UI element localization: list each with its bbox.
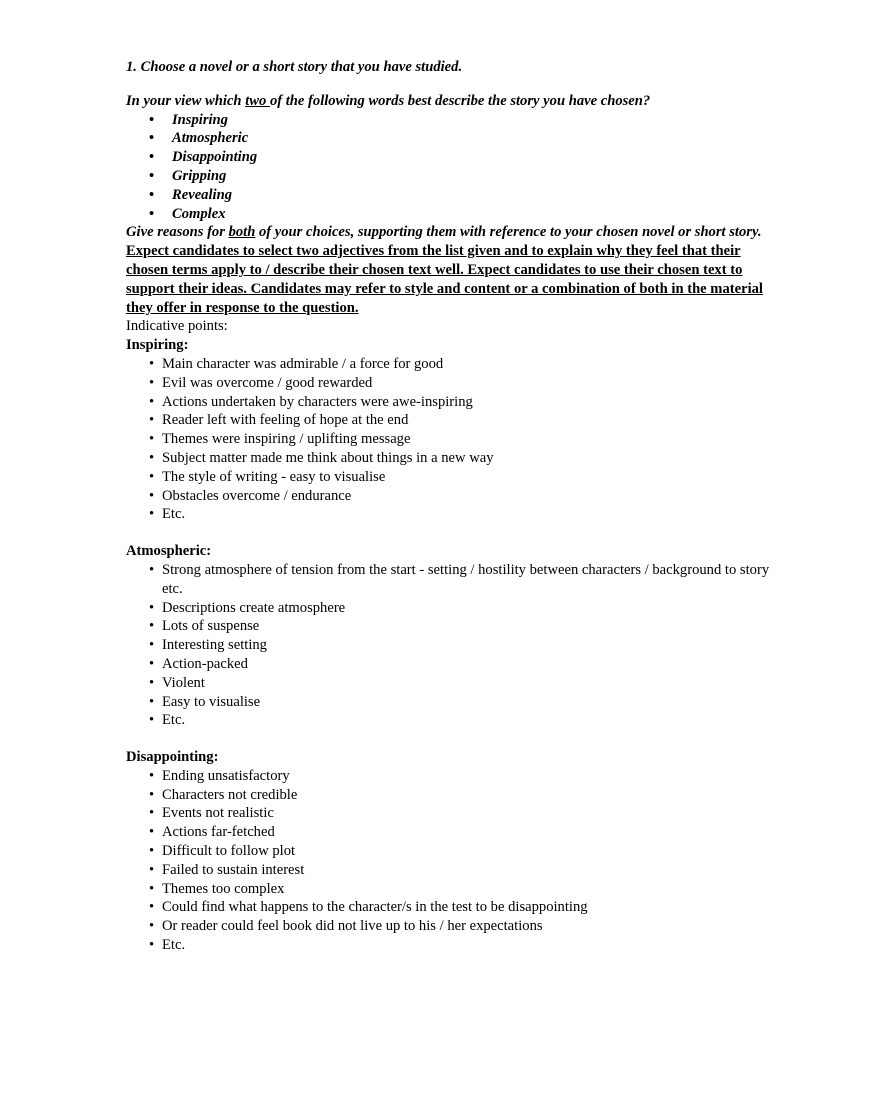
indicative-points-label: Indicative points: — [126, 318, 228, 335]
indicative-point — [149, 674, 776, 693]
indicative-point-text: Interesting setting — [162, 637, 267, 654]
word-choice-item — [149, 111, 776, 130]
word-choice-label: Revealing — [172, 186, 232, 203]
word-choice-label: Inspiring — [172, 111, 228, 128]
indicative-point — [149, 786, 776, 805]
indicative-point — [149, 898, 776, 917]
marker-expectation: Expect candidates to select two adjectives from the list given and to explain why they feel that their chosen terms apply to / describe their chosen text well. Expect candidates to use their chosen text to support their ideas. Candidates may refer to style and content or a combination of both in the material they offer in response to the question. — [126, 243, 763, 316]
indicative-point-text: Ending unsatisfactory — [162, 767, 290, 784]
word-choice-item — [149, 167, 776, 186]
word-choice-item — [149, 148, 776, 167]
bullet-icon: • — [149, 712, 155, 729]
indicative-point — [149, 861, 776, 880]
word-choice-label: Gripping — [172, 167, 227, 184]
indicative-section — [126, 748, 776, 955]
word-choice-label: Complex — [172, 205, 226, 222]
prompt-text-start: In your view which — [126, 92, 246, 109]
section-heading: Atmospheric: — [126, 543, 212, 560]
indicative-point — [149, 599, 776, 618]
bullet-icon: • — [149, 167, 155, 184]
word-choice-item — [149, 129, 776, 148]
indicative-sections — [126, 336, 776, 955]
indicative-point-text: Themes too complex — [162, 880, 285, 897]
section-heading: Inspiring: — [126, 337, 189, 354]
indicative-point-text: Etc. — [162, 712, 186, 729]
reasons-emphasis-both: both — [228, 224, 256, 241]
bullet-icon: • — [149, 805, 155, 822]
indicative-point — [149, 917, 776, 936]
bullet-icon: • — [149, 824, 155, 841]
word-choice-label: Disappointing — [172, 149, 258, 166]
bullet-icon: • — [149, 599, 155, 616]
bullet-icon: • — [149, 487, 155, 504]
bullet-icon: • — [149, 843, 155, 860]
indicative-point — [149, 636, 776, 655]
reasons-text-end: of your choices, supporting them with reference to your chosen novel or short story. — [255, 224, 762, 241]
indicative-point-text: Action-packed — [162, 655, 248, 672]
bullet-icon: • — [149, 786, 155, 803]
indicative-point-text: Characters not credible — [162, 786, 298, 803]
bullet-icon: • — [149, 561, 155, 578]
word-choice-item — [149, 186, 776, 205]
indicative-point-text: Easy to visualise — [162, 693, 261, 710]
section-spacer — [126, 730, 776, 748]
reasons-instruction — [126, 223, 776, 242]
indicative-point-text: Could find what happens to the character/s in the test to be disappointing — [162, 899, 588, 916]
word-choices-list — [126, 111, 776, 224]
indicative-point — [149, 804, 776, 823]
bullet-icon: • — [149, 355, 155, 372]
bullet-icon: • — [149, 449, 155, 466]
bullet-icon: • — [149, 861, 155, 878]
indicative-point — [149, 617, 776, 636]
indicative-point-text: Actions undertaken by characters were awe-inspiring — [162, 393, 473, 410]
bullet-icon: • — [149, 149, 155, 166]
indicative-point — [149, 430, 776, 449]
indicative-point-text: Themes were inspiring / uplifting message — [162, 431, 411, 448]
indicative-point-text: Actions far-fetched — [162, 824, 275, 841]
bullet-icon: • — [149, 618, 155, 635]
prompt-text-end: of the following words best describe the story you have chosen? — [269, 92, 651, 109]
indicative-point — [149, 355, 776, 374]
indicative-point-text: Main character was admirable / a force for good — [162, 355, 444, 372]
indicative-point — [149, 711, 776, 730]
question-title: 1. Choose a novel or a short story that you have studied. — [126, 59, 463, 75]
indicative-point — [149, 468, 776, 487]
indicative-points-list — [126, 561, 776, 730]
bullet-icon: • — [149, 130, 155, 147]
bullet-icon: • — [149, 693, 155, 710]
indicative-point — [149, 393, 776, 412]
indicative-point-text: Events not realistic — [162, 805, 274, 822]
indicative-point-text: The style of writing - easy to visualise — [162, 468, 386, 485]
indicative-point — [149, 842, 776, 861]
indicative-point — [149, 767, 776, 786]
indicative-point-text: Obstacles overcome / endurance — [162, 487, 352, 504]
indicative-point-text: Reader left with feeling of hope at the end — [162, 412, 409, 429]
indicative-point-text: Evil was overcome / good rewarded — [162, 374, 373, 391]
prompt-emphasis-two: two — [245, 92, 270, 109]
indicative-point — [149, 561, 776, 599]
indicative-points-list — [126, 355, 776, 524]
question-prompt — [126, 92, 776, 111]
bullet-icon: • — [149, 374, 155, 391]
word-choice-item — [149, 205, 776, 224]
bullet-icon: • — [149, 937, 155, 954]
indicative-point-text: Strong atmosphere of tension from the start - setting / hostility between characters / background to story etc. — [162, 561, 770, 597]
bullet-icon: • — [149, 655, 155, 672]
bullet-icon: • — [149, 899, 155, 916]
bullet-icon: • — [149, 205, 155, 222]
bullet-icon: • — [149, 431, 155, 448]
reasons-text-start: Give reasons for — [126, 224, 229, 241]
indicative-point-text: Etc. — [162, 937, 186, 954]
indicative-point — [149, 936, 776, 955]
indicative-point — [149, 374, 776, 393]
indicative-point-text: Difficult to follow plot — [162, 843, 296, 860]
indicative-point-text: Lots of suspense — [162, 618, 260, 635]
indicative-point-text: Subject matter made me think about things in a new way — [162, 449, 494, 466]
bullet-icon: • — [149, 506, 155, 523]
section-spacer — [126, 524, 776, 542]
indicative-point — [149, 693, 776, 712]
indicative-point — [149, 880, 776, 899]
indicative-point-text: Descriptions create atmosphere — [162, 599, 346, 616]
bullet-icon: • — [149, 186, 155, 203]
indicative-point — [149, 411, 776, 430]
bullet-icon: • — [149, 918, 155, 935]
indicative-point-text: Etc. — [162, 506, 186, 523]
indicative-point — [149, 505, 776, 524]
document-page — [126, 58, 776, 955]
bullet-icon: • — [149, 880, 155, 897]
section-heading: Disappointing: — [126, 749, 219, 766]
indicative-point-text: Or reader could feel book did not live up to his / her expectations — [162, 918, 543, 935]
bullet-icon: • — [149, 674, 155, 691]
indicative-point — [149, 823, 776, 842]
bullet-icon: • — [149, 412, 155, 429]
bullet-icon: • — [149, 767, 155, 784]
indicative-point — [149, 487, 776, 506]
indicative-point-text: Failed to sustain interest — [162, 861, 305, 878]
bullet-icon: • — [149, 637, 155, 654]
bullet-icon: • — [149, 393, 155, 410]
bullet-icon: • — [149, 468, 155, 485]
indicative-section — [126, 336, 776, 524]
indicative-point-text: Violent — [162, 674, 205, 691]
indicative-section — [126, 542, 776, 730]
indicative-point — [149, 449, 776, 468]
indicative-point — [149, 655, 776, 674]
bullet-icon: • — [149, 111, 155, 128]
indicative-points-list — [126, 767, 776, 955]
word-choice-label: Atmospheric — [172, 130, 249, 147]
